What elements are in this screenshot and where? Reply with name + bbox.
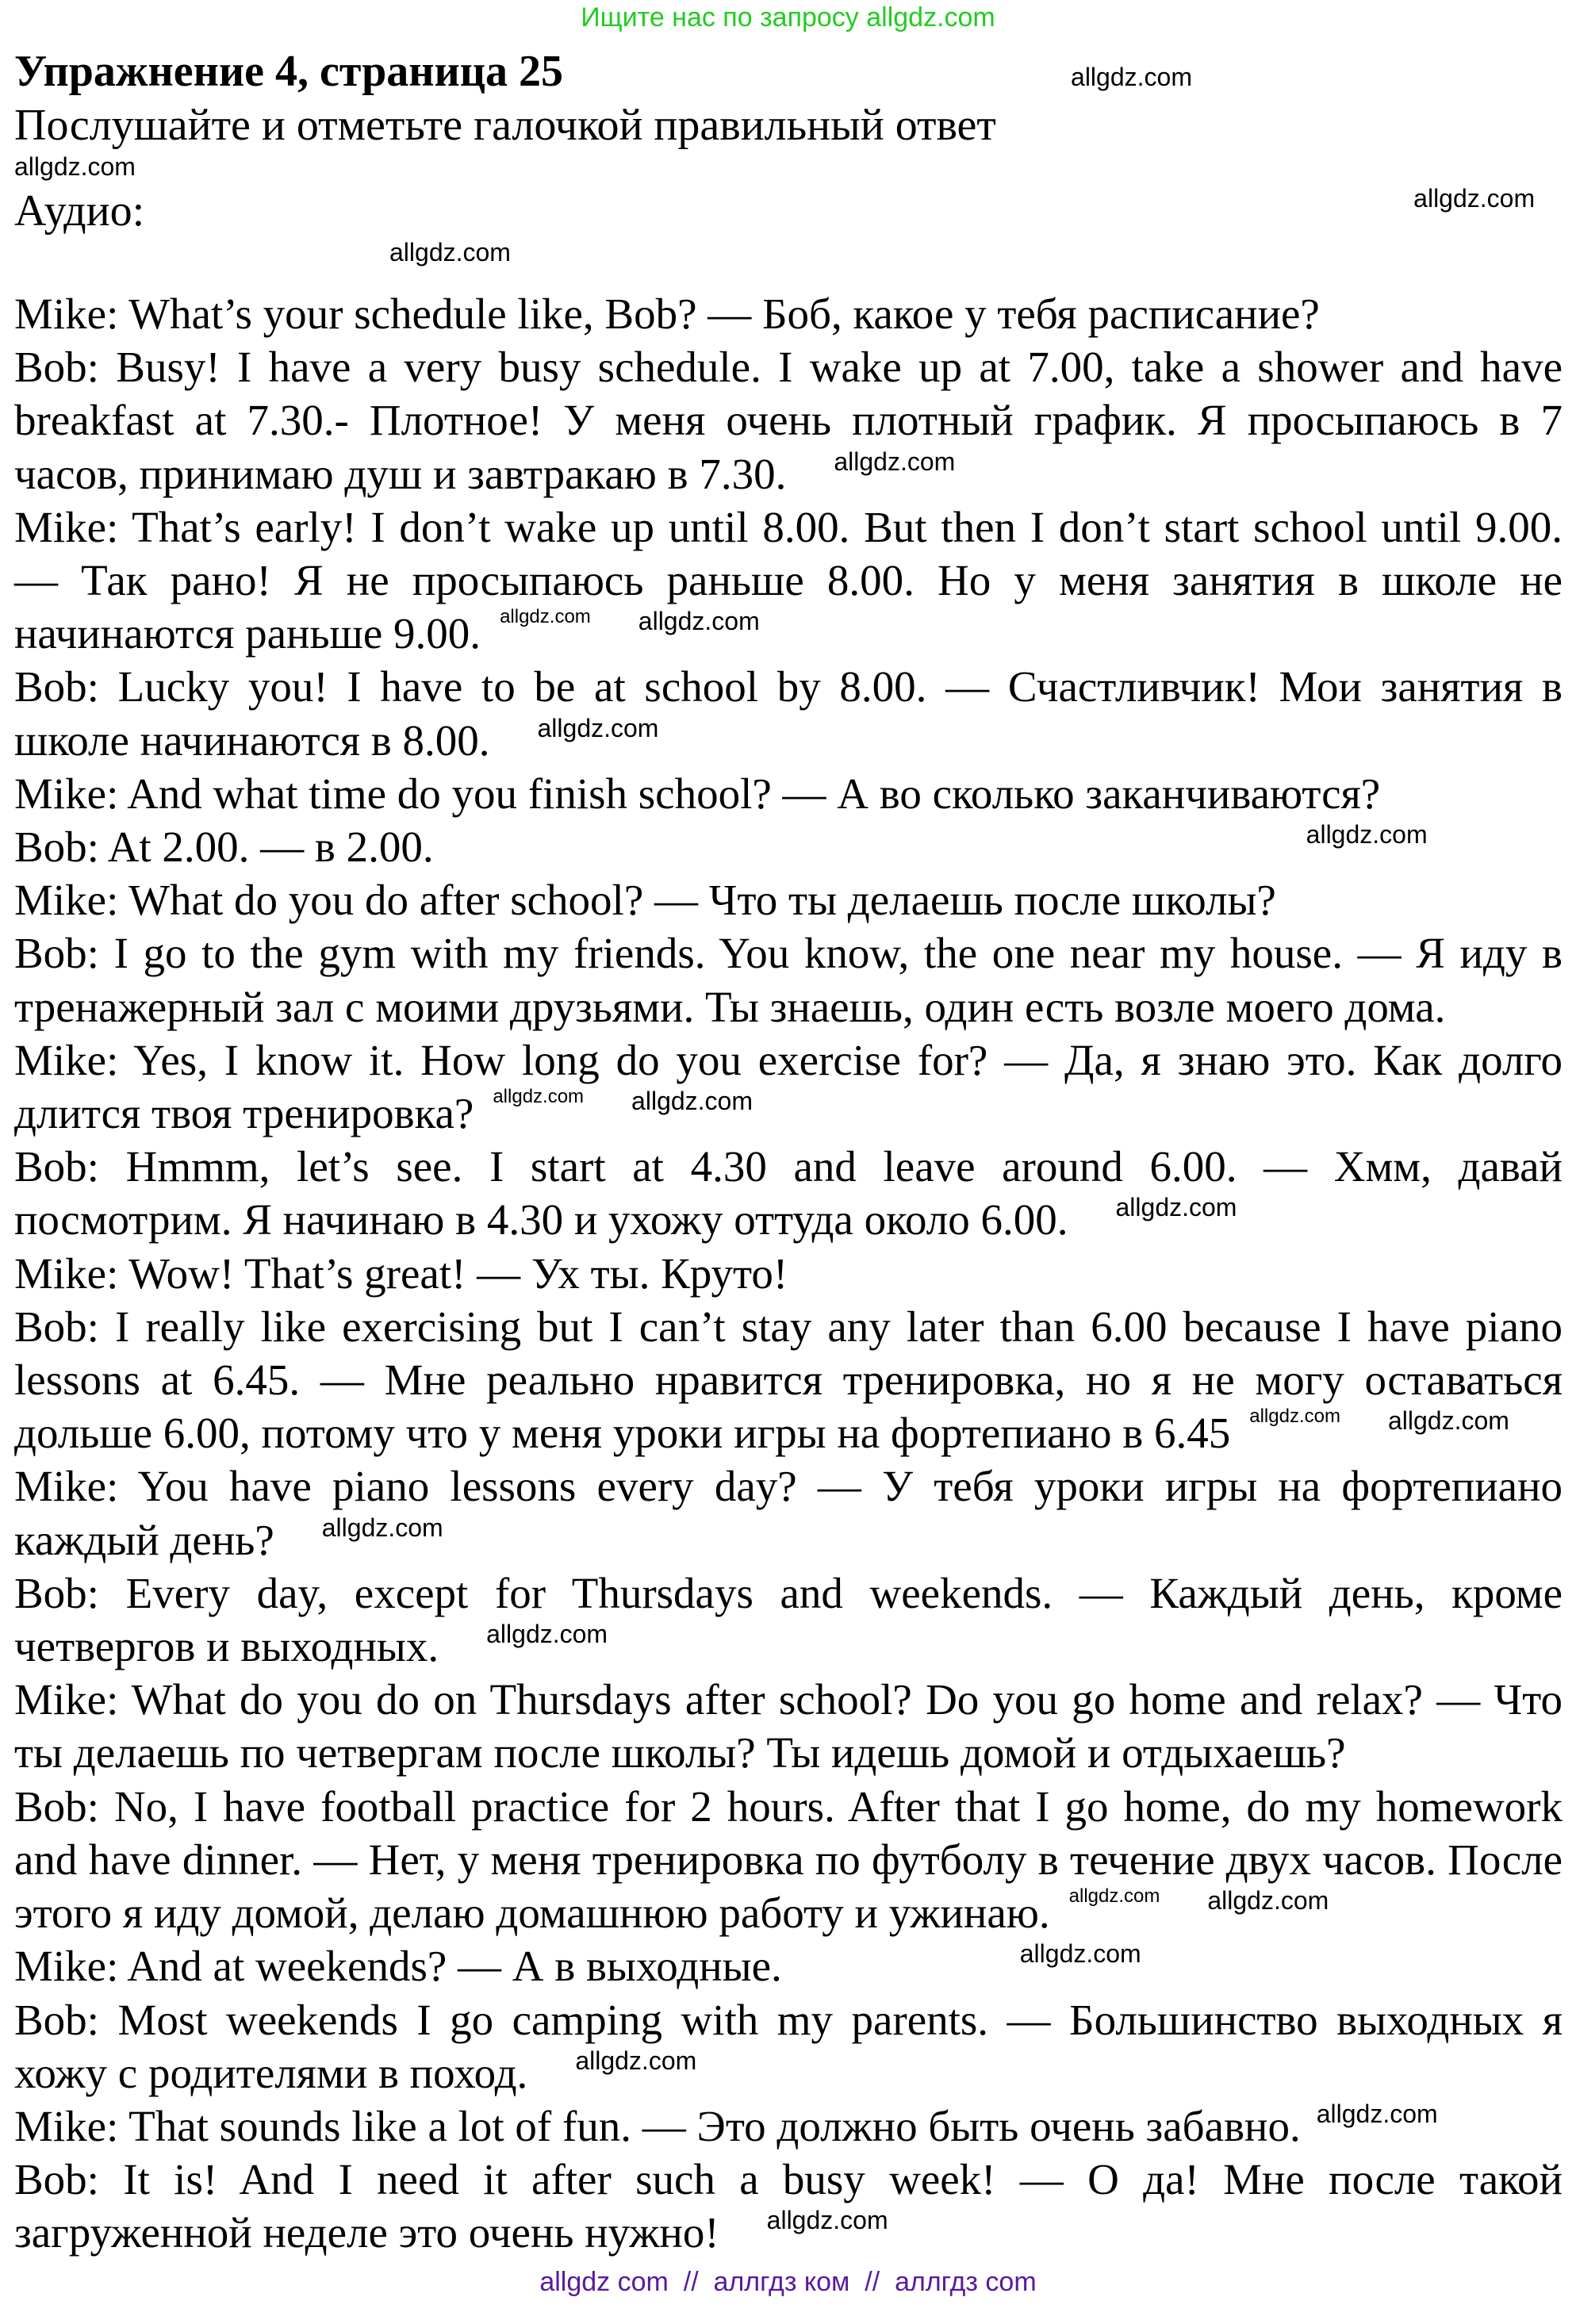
dialogue-line-row <box>14 1939 1563 1992</box>
dialogue-line: Mike: You have piano lessons every day? — У тебя уроки игры на фортепиано каждый день? <box>14 1462 1563 1564</box>
watermark: allgdz.com <box>631 1087 753 1116</box>
watermark: allgdz.com <box>1071 63 1192 91</box>
dialogue-line-row <box>14 820 1563 873</box>
watermark: allgdz.com <box>500 606 591 628</box>
dialogue-line: Bob: At 2.00. — в 2.00. <box>14 823 434 872</box>
dialogue-line: Mike: What’s your schedule like, Bob? — Боб, какое у тебя расписание? <box>14 290 1320 338</box>
dialogue-line-row <box>14 1459 1563 1566</box>
dialogue-line: Mike: What do you do after school? — Что ты делаешь после школы? <box>14 876 1276 925</box>
dialogue-line-row <box>14 1567 1563 1673</box>
dialogue-line: Bob: It is! And I need it after such a busy week! — О да! Мне после такой загруженной неделе это очень нужно! <box>14 2155 1563 2257</box>
watermark: allgdz.com <box>1019 1939 1141 1969</box>
dialogue-line: Bob: Most weekends I go camping with my parents. — Большинство выходных я хожу с родителями в поход. <box>14 1995 1563 2097</box>
exercise-title: Упражнение 4, страница 25 <box>14 47 564 96</box>
dialogue-line-row <box>14 2153 1563 2259</box>
watermark: allgdz.com <box>1413 184 1536 213</box>
dialogue-line: Bob: Hmmm, let’s see. I start at 4.30 and leave around 6.00. — Хмм, давай посмотрим. Я начинаю в 4.30 и ухожу оттуда около 6.00. <box>14 1142 1563 1244</box>
dialogue-line: Mike: That sounds like a lot of fun. — Это должно быть очень забавно. <box>14 2101 1301 2150</box>
dialogue-line: Mike: What do you do on Thursdays after school? Do you go home and relax? — Что ты делаешь по четвергам после школы? Ты идешь домой и отдыхаешь? <box>14 1675 1563 1778</box>
exercise-instruction: Послушайте и отметьте галочкой правильный ответ <box>14 101 996 150</box>
watermark: allgdz.com <box>1207 1886 1329 1916</box>
exercise-title-row <box>14 44 1563 98</box>
watermark: allgdz.com <box>321 1513 443 1542</box>
dialogue-line: Mike: Yes, I know it. How long do you exercise for? — Да, я знаю это. Как долго длится твоя тренировка? <box>14 1035 1563 1138</box>
dialogue-line: Bob: Every day, except for Thursdays and weekends. — Каждый день, кроме четвергов и выходных. <box>14 1568 1563 1671</box>
audio-row <box>14 184 1563 238</box>
dialogue-transcript <box>14 287 1563 2260</box>
dialogue-line-row <box>14 340 1563 500</box>
dialogue-line-row <box>14 873 1563 926</box>
dialogue-line-row <box>14 1247 1563 1300</box>
exercise-content <box>0 44 1563 2260</box>
dialogue-line-row <box>14 926 1563 1033</box>
dialogue-line: Bob: I really like exercising but I can’t stay any later than 6.00 because I have piano lessons at 6.45. — Мне реально нравится тренировка, но я не могу оставаться дольше 6.00, потому что у меня уроки игры на фортепиано в 6.45 <box>14 1302 1563 1458</box>
watermark: allgdz.com <box>638 607 760 636</box>
dialogue-line-row <box>14 2100 1563 2153</box>
dialogue-line-row <box>14 1993 1563 2100</box>
search-hint-banner: Ищите нас по запросу allgdz.com <box>581 2 995 33</box>
audio-label: Аудио: <box>14 186 145 236</box>
dialogue-line-row <box>14 1140 1563 1246</box>
dialogue-line: Bob: No, I have football practice for 2 hours. After that I go home, do my homework and have dinner. — Нет, у меня тренировка по футболу в течение двух часов. После этого я иду домой, делаю домашнюю работу и ужинаю. <box>14 1781 1563 1938</box>
watermark: allgdz.com <box>14 152 136 181</box>
watermark: allgdz.com <box>834 447 956 476</box>
dialogue-line: Mike: And what time do you finish school? — А во сколько заканчиваются? <box>14 769 1381 818</box>
watermark: allgdz.com <box>1115 1193 1237 1222</box>
dialogue-line-row <box>14 287 1563 340</box>
footer-links-text[interactable]: allgdz com // аллгдз ком // аллгдз com <box>539 2266 1037 2297</box>
watermark: allgdz.com <box>537 713 659 742</box>
dialogue-line-row <box>14 500 1563 661</box>
dialogue-line-row <box>14 1300 1563 1460</box>
dialogue-line: Mike: Wow! That’s great! — Ух ты. Круто! <box>14 1248 788 1298</box>
dialogue-line-row <box>14 660 1563 766</box>
dialogue-line-row <box>14 1673 1563 1779</box>
watermark: allgdz.com <box>493 1086 585 1108</box>
dialogue-line-row <box>14 767 1563 820</box>
dialogue-line-row <box>14 1780 1563 1940</box>
dialogue-line: Mike: That’s early! I don’t wake up until 8.00. But then I don’t start school until 9.00. — Так рано! Я не просыпаюсь раньше 8.00. Но у меня занятия в школе не начинаются раньше 9.00. <box>14 502 1563 658</box>
dialogue-line: Mike: And at weekends? — А в выходные. <box>14 1942 782 1991</box>
dialogue-line: Bob: I go to the gym with my friends. You know, the one near my house. — Я иду в тренажерный зал с моими друзьями. Ты знаешь, один есть возле моего дома. <box>14 929 1563 1031</box>
dialogue-line: Bob: Lucky you! I have to be at school by 8.00. — Счастливчик! Мои занятия в школе начинаются в 8.00. <box>14 662 1563 765</box>
watermark: allgdz.com <box>389 238 511 267</box>
watermark: allgdz.com <box>1316 2099 1438 2128</box>
watermark: allgdz.com <box>1306 820 1428 849</box>
footer-links[interactable] <box>0 2265 1576 2299</box>
dialogue-line: Bob: Busy! I have a very busy schedule. I wake up at 7.00, take a shower and have breakfast at 7.30.- Плотное! У меня очень плотный график. Я просыпаюсь в 7 часов, принимаю душ и завтракаю в 7.30. <box>14 343 1563 498</box>
watermark: allgdz.com <box>766 2206 888 2235</box>
watermark: allgdz.com <box>486 1620 608 1649</box>
watermark: allgdz.com <box>1387 1406 1509 1436</box>
watermark: allgdz.com <box>575 2046 697 2075</box>
dialogue-line-row <box>14 1034 1563 1140</box>
watermark: allgdz.com <box>1249 1406 1340 1428</box>
watermark: allgdz.com <box>1068 1885 1160 1908</box>
